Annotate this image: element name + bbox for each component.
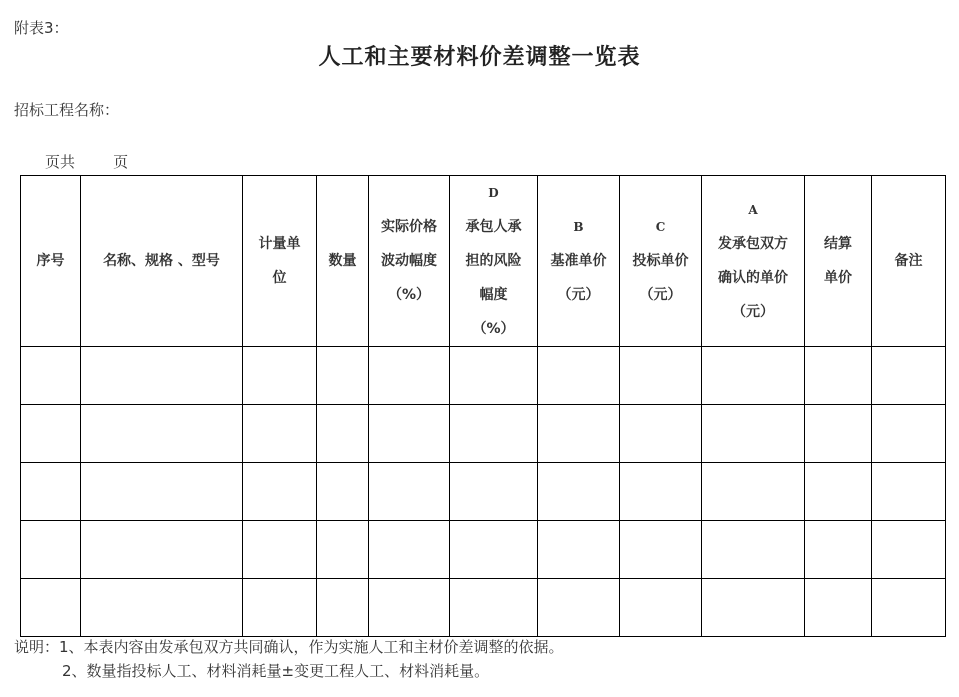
column-header-line: （元）: [639, 287, 682, 303]
column-header: [538, 176, 620, 347]
table-cell: [81, 521, 243, 579]
table-cell: [620, 463, 702, 521]
table-cell: [317, 521, 369, 579]
table-cell: [702, 463, 805, 521]
table-cell: [872, 579, 946, 637]
table-cell: [702, 405, 805, 463]
column-header-line: （%）: [472, 321, 515, 337]
column-header-line: 结算: [824, 236, 852, 252]
table-cell: [450, 521, 538, 579]
column-header-line: 投标单价: [632, 253, 689, 269]
table-cell: [243, 347, 317, 405]
project-name-label: 招标工程名称：: [14, 101, 120, 119]
table-cell: [243, 579, 317, 637]
note-2: 2、数量指投标人工、材料消耗量±变更工程人工、材料消耗量。: [62, 662, 490, 680]
column-header-line: 波动幅度: [381, 253, 437, 269]
table-cell: [538, 521, 620, 579]
table-cell: [805, 405, 872, 463]
column-header-line: （元）: [557, 287, 600, 303]
column-header-line: 确认的单价: [718, 270, 788, 286]
table-cell: [81, 347, 243, 405]
column-header-line: 位: [272, 270, 287, 286]
column-letter: B: [573, 220, 584, 234]
table-cell: [872, 463, 946, 521]
column-header: [450, 176, 538, 347]
column-letter: C: [655, 220, 666, 234]
table-header-row: [21, 176, 946, 347]
table-cell: [702, 579, 805, 637]
table-cell: [369, 579, 450, 637]
column-header-line: 实际价格: [381, 219, 437, 235]
table-cell: [872, 521, 946, 579]
column-header: [702, 176, 805, 347]
column-header-line: 幅度: [479, 287, 508, 303]
table-cell: [317, 405, 369, 463]
table-cell: [21, 521, 81, 579]
page-title: 人工和主要材料价差调整一览表: [318, 44, 641, 70]
table-cell: [21, 463, 81, 521]
column-header: [317, 176, 369, 347]
table-row: [21, 579, 946, 637]
table-cell: [450, 463, 538, 521]
table-cell: [450, 579, 538, 637]
table-cell: [369, 463, 450, 521]
table-cell: [243, 521, 317, 579]
table-cell: [450, 405, 538, 463]
table-cell: [81, 405, 243, 463]
table-cell: [21, 405, 81, 463]
table-cell: [538, 347, 620, 405]
table-cell: [538, 463, 620, 521]
column-header-line: （元）: [732, 304, 774, 320]
column-header-line: 计量单: [258, 236, 301, 252]
table-row: [21, 405, 946, 463]
column-header: [805, 176, 872, 347]
table-cell: [872, 347, 946, 405]
column-header: [81, 176, 243, 347]
table-cell: [317, 463, 369, 521]
table-cell: [805, 463, 872, 521]
table-cell: [21, 579, 81, 637]
table-cell: [369, 347, 450, 405]
column-header-line: 发承包双方: [718, 236, 788, 252]
column-header-line: 基准单价: [550, 253, 607, 269]
column-header-line: 名称、规格 、型号: [103, 253, 220, 269]
table-cell: [317, 579, 369, 637]
table-cell: [805, 347, 872, 405]
column-header-line: 备注: [894, 253, 923, 269]
table-cell: [620, 521, 702, 579]
table-cell: [81, 463, 243, 521]
table-cell: [702, 347, 805, 405]
table-cell: [21, 347, 81, 405]
column-header-line: 数量: [328, 253, 357, 269]
table-cell: [538, 405, 620, 463]
column-header: [369, 176, 450, 347]
table-cell: [81, 579, 243, 637]
table-cell: [369, 405, 450, 463]
table-cell: [243, 463, 317, 521]
column-header-line: 单价: [824, 270, 852, 286]
table-cell: [805, 521, 872, 579]
table-cell: [369, 521, 450, 579]
table-row: [21, 521, 946, 579]
column-header-line: （%）: [387, 287, 431, 303]
column-letter: A: [748, 203, 758, 217]
table-cell: [620, 579, 702, 637]
price-adjustment-table: [20, 175, 946, 637]
table-cell: [450, 347, 538, 405]
column-header-line: 担的风险: [465, 253, 522, 269]
column-header: [620, 176, 702, 347]
column-header: [21, 176, 81, 347]
page-info: 页共 页: [45, 153, 129, 171]
column-header-line: 序号: [36, 253, 65, 269]
table-row: [21, 463, 946, 521]
table-cell: [620, 347, 702, 405]
table-cell: [317, 347, 369, 405]
table-cell: [872, 405, 946, 463]
attachment-label: 附表3：: [14, 19, 69, 37]
table-cell: [620, 405, 702, 463]
note-1: 说明：1、本表内容由发承包双方共同确认，作为实施人工和主材价差调整的依据。: [14, 638, 564, 656]
table-cell: [805, 579, 872, 637]
table-cell: [538, 579, 620, 637]
column-header-line: 承包人承: [465, 219, 522, 235]
column-header: [872, 176, 946, 347]
table-cell: [243, 405, 317, 463]
table-row: [21, 347, 946, 405]
column-letter: D: [488, 186, 499, 200]
table-cell: [702, 521, 805, 579]
column-header: [243, 176, 317, 347]
